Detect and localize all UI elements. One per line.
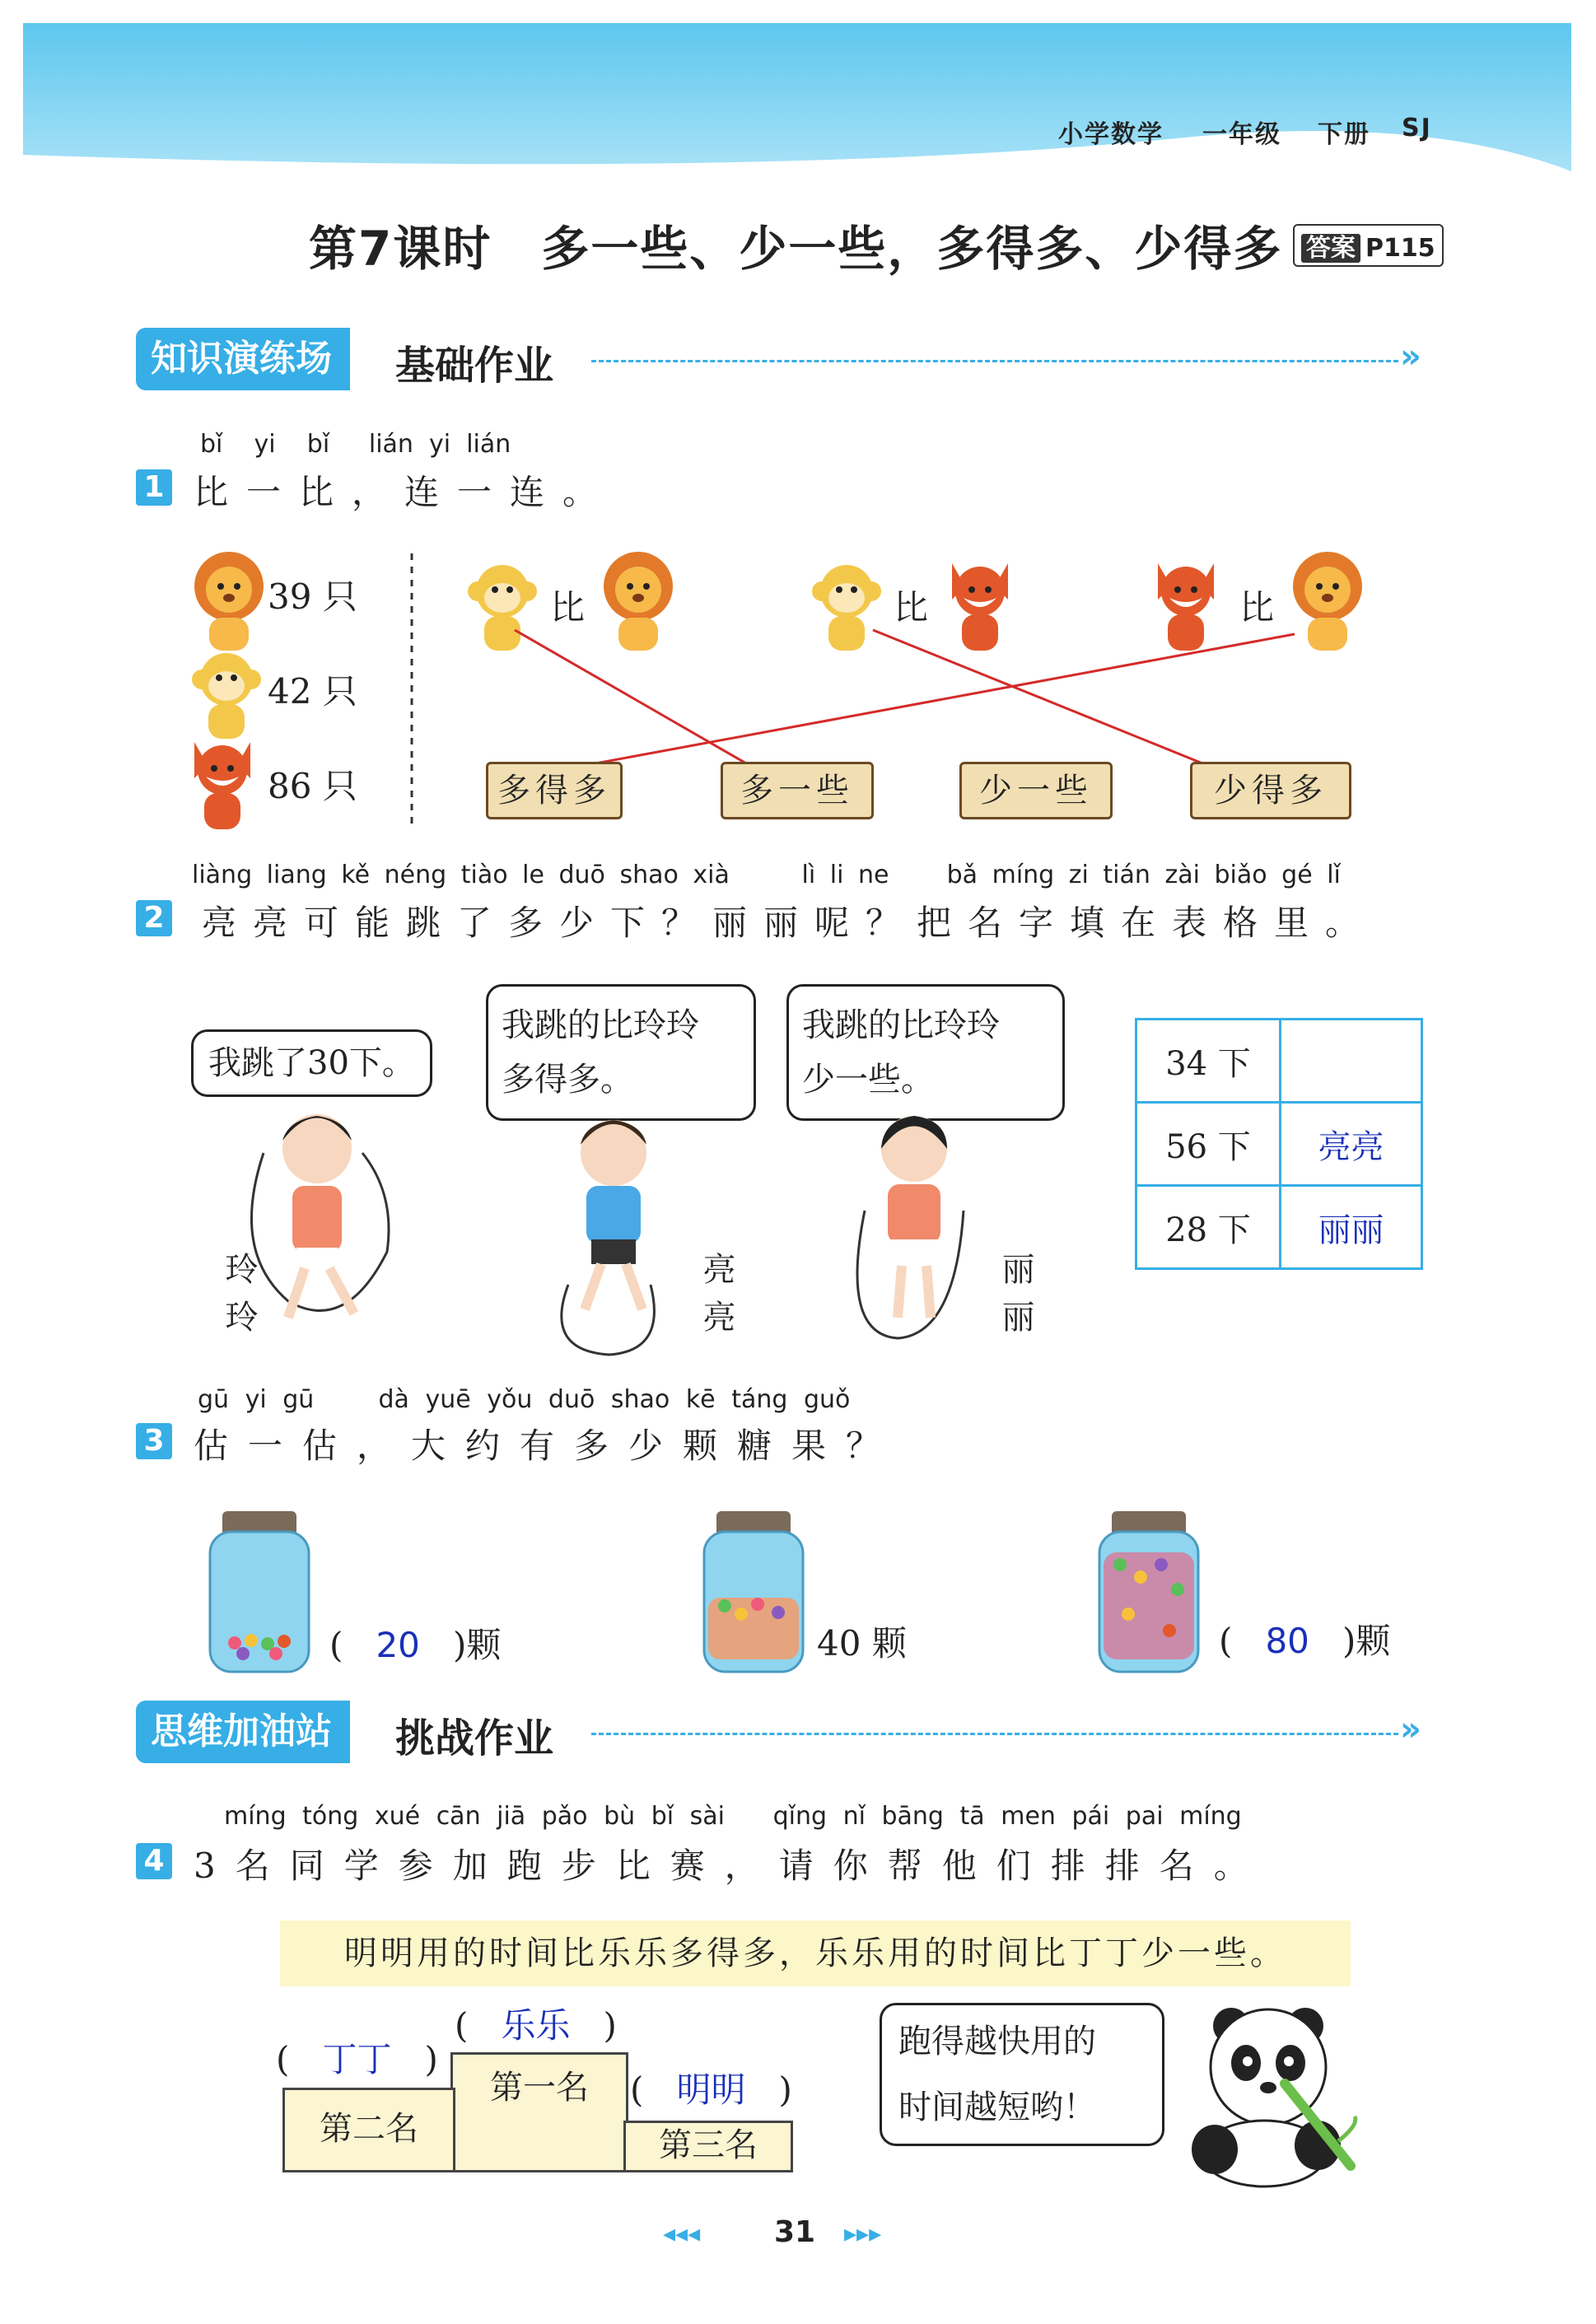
lesson-title: 第7课时 多一些、少一些，多得多、少得多	[309, 221, 1283, 277]
q2-name-lingling: 玲玲	[220, 1252, 258, 1347]
podium-second: 第二名	[282, 2088, 455, 2172]
answer-page: P115	[1365, 234, 1435, 263]
header-edition: SJ	[1402, 114, 1432, 142]
q1-number: 1	[136, 469, 172, 506]
answer-label: 答案	[1301, 234, 1360, 263]
q3-number: 3	[136, 1423, 172, 1459]
q2-bubble-lili: 我跳的比玲玲 少一些。	[786, 984, 1065, 1121]
q2-pinyin: liàng liang kě néng tiào le duō shao xià lì li ne bǎ míng zi tián zài biǎo gé lǐ	[192, 861, 1341, 889]
q2-bubble-lingling: 我跳了30下。	[191, 1029, 432, 1097]
q3-answer-1: ( 20 )颗	[329, 1625, 502, 1665]
q1-text: 比一比，连一连。	[194, 472, 616, 512]
panda-icon	[1149, 1976, 1363, 2191]
q1-board-4[interactable]: 少得多	[1190, 762, 1351, 819]
q2-cell-name[interactable]: 丽丽	[1281, 1186, 1422, 1269]
q1-count-monkey: 42 只	[268, 671, 357, 712]
section2-chevron-icon: »	[1400, 1710, 1421, 1748]
header-grade: 一年级	[1202, 120, 1281, 149]
q4-panda-bubble: 跑得越快用的 时间越短哟！	[880, 2003, 1164, 2146]
q1-board-3[interactable]: 少一些	[959, 762, 1113, 819]
header-volume: 下册	[1318, 120, 1370, 149]
podium-third: 第三名	[623, 2121, 793, 2172]
q2-number: 2	[136, 900, 172, 936]
section2-label: 思维加油站	[136, 1701, 350, 1763]
q1-pinyin: bǐ yi bǐ lián yi lián	[200, 430, 511, 459]
page-number: 31	[774, 2215, 816, 2249]
prev-page-icon[interactable]: ◂◂◂	[663, 2219, 701, 2248]
section1-sub: 基础作业	[395, 343, 554, 389]
q4-text: 3名同学参加跑步比赛，请你帮他们排排名。	[194, 1846, 1268, 1886]
q2-cell-name[interactable]: 亮亮	[1281, 1103, 1422, 1186]
q2-bubble-liangliang: 我跳的比玲玲 多得多。	[486, 984, 756, 1121]
jar3-candies	[1104, 1552, 1194, 1659]
q2-cell-count: 56 下	[1136, 1103, 1281, 1186]
q1-compare-2: 比	[894, 587, 929, 628]
q3-pinyin: gū yi gū dà yuē yǒu duō shao kē táng guǒ	[198, 1385, 851, 1414]
q1-board-1[interactable]: 多得多	[486, 762, 623, 819]
section1-label: 知识演练场	[136, 328, 350, 390]
q4-third-answer: ( 明明 )	[630, 2070, 792, 2110]
q1-count-lion: 39 只	[268, 576, 357, 617]
jar2-candies	[708, 1598, 799, 1659]
next-page-icon[interactable]: ▸▸▸	[844, 2219, 882, 2248]
header-subject: 小学数学	[1058, 120, 1164, 149]
q4-number: 4	[136, 1843, 172, 1879]
section2-sub: 挑战作业	[395, 1715, 554, 1762]
q1-compare-3: 比	[1239, 587, 1275, 628]
q3-answer-2: 40 颗	[817, 1623, 907, 1664]
q4-hint: 明明用的时间比乐乐多得多，乐乐用的时间比丁丁少一些。	[280, 1920, 1351, 1986]
q3-text: 估一估，大约有多少颗糖果？	[194, 1426, 901, 1466]
section2-dashline	[591, 1733, 1398, 1735]
podium-first: 第一名	[450, 2052, 628, 2172]
q1-board-2[interactable]: 多一些	[721, 762, 874, 819]
q1-count-fox: 86 只	[268, 766, 357, 806]
q4-first-answer: ( 乐乐 )	[455, 2005, 617, 2046]
q2-text: 亮亮可能跳了多少下？丽丽呢？把名字填在表格里。	[202, 903, 1377, 943]
q3-answer-3: ( 80 )颗	[1219, 1621, 1391, 1661]
q2-cell-count: 28 下	[1136, 1186, 1281, 1269]
section1-chevron-icon: »	[1400, 338, 1421, 376]
q2-name-lili: 丽丽	[996, 1252, 1034, 1347]
q4-pinyin: míng tóng xué cān jiā pǎo bù bǐ sài qǐng nǐ bāng tā men pái pai míng	[224, 1802, 1242, 1831]
q1-compare-1: 比	[550, 587, 586, 628]
q4-second-answer: ( 丁丁 )	[276, 2039, 438, 2079]
q2-name-liangliang: 亮亮	[698, 1252, 735, 1347]
q2-cell-count: 34 下	[1136, 1020, 1281, 1103]
